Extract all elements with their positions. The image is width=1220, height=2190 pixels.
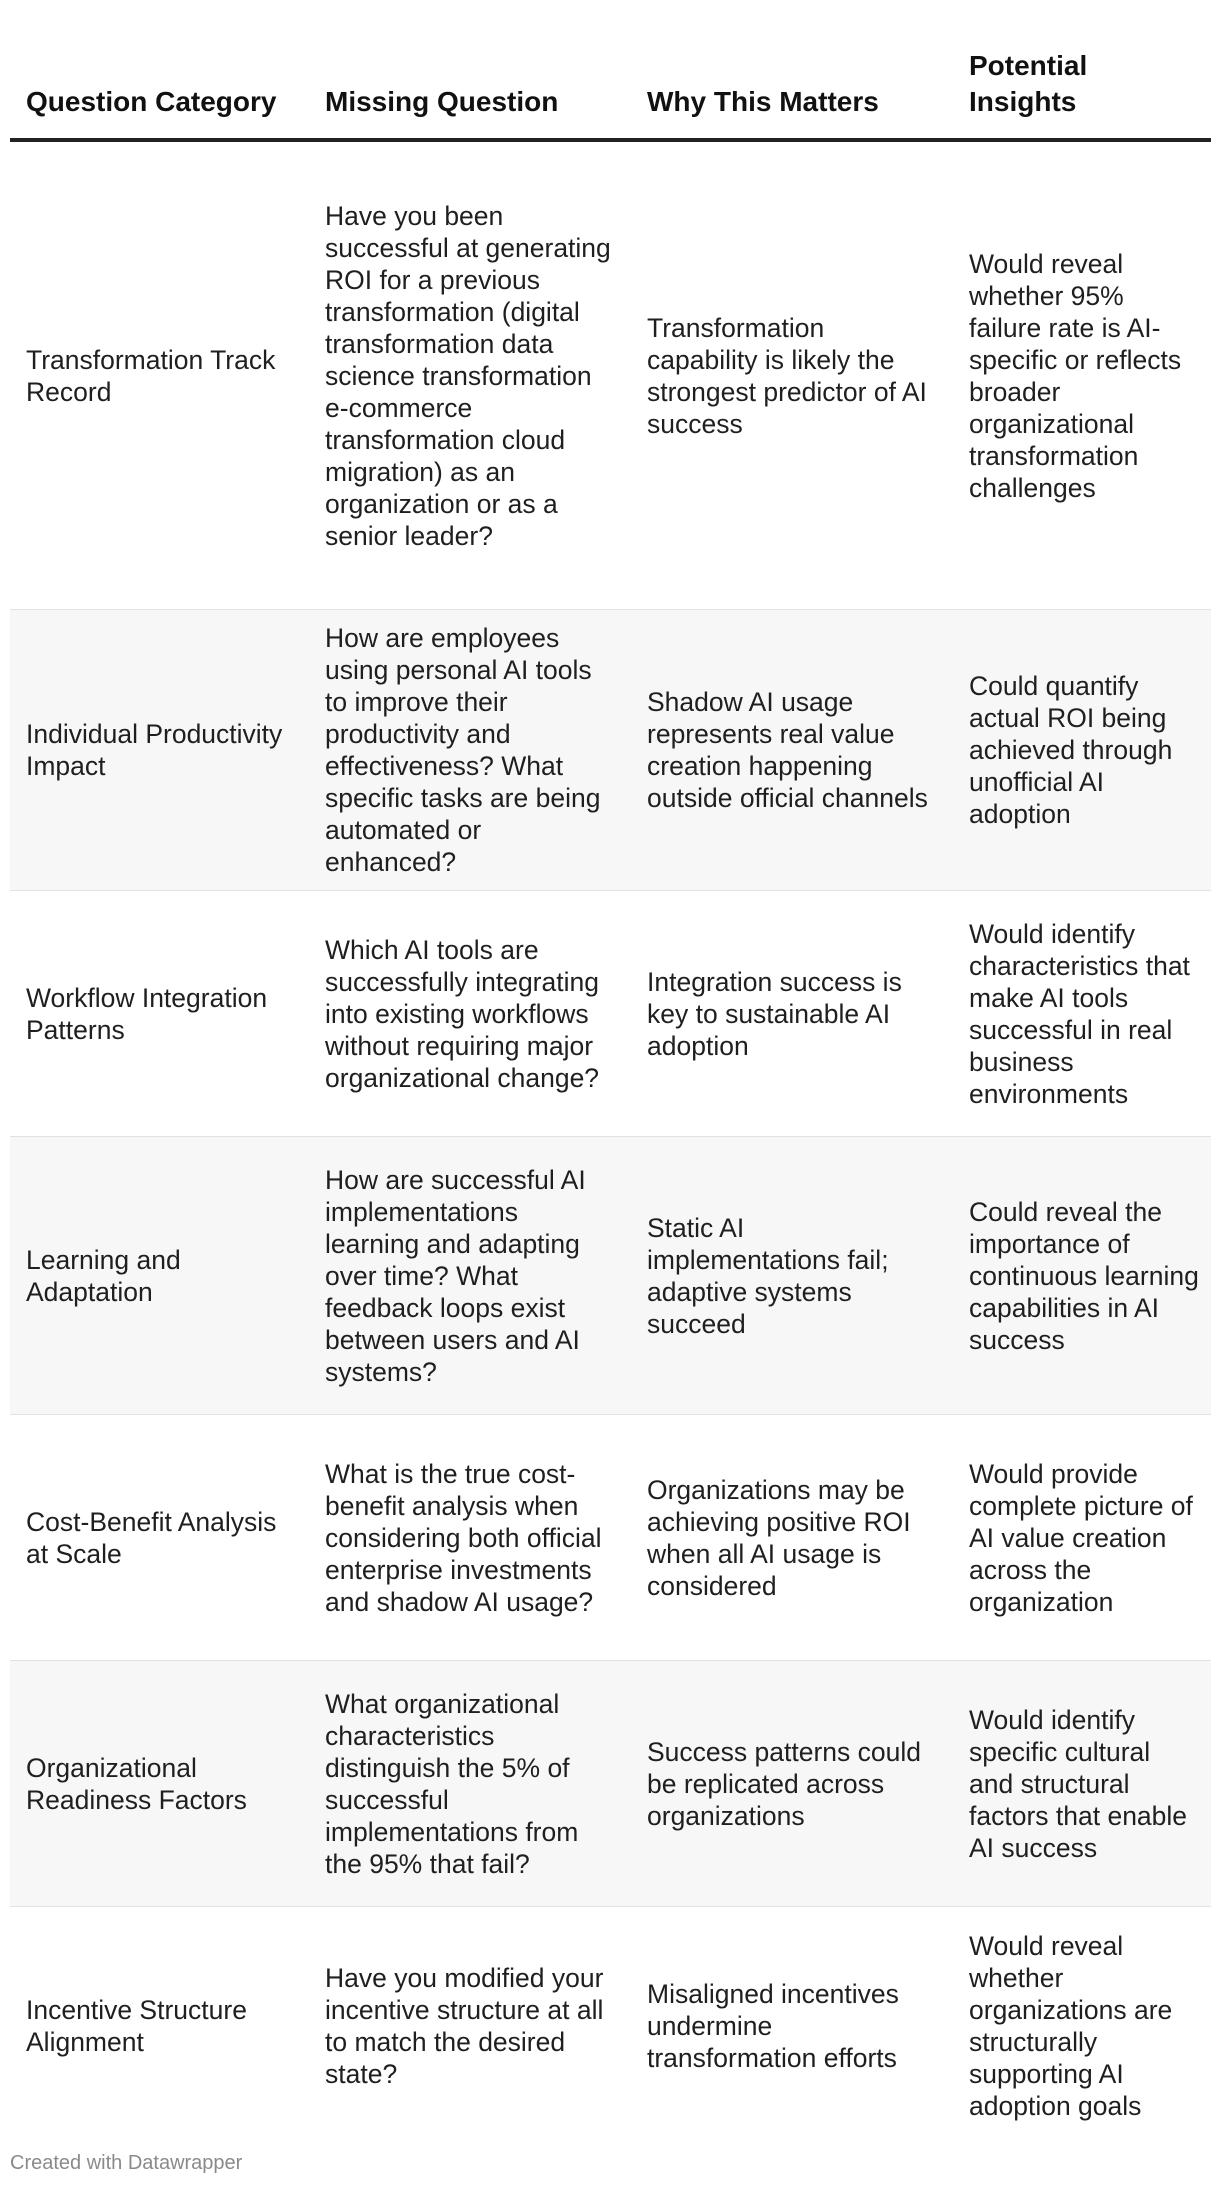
cell-why-this-matters: Misaligned incentives undermine transformation efforts xyxy=(647,1978,899,2073)
header-question-category: Question Category xyxy=(10,40,309,140)
cell-category: Transformation Track Record xyxy=(10,140,309,610)
cell-category: Organizational Readiness Factors xyxy=(10,1661,309,1907)
table-row xyxy=(10,1907,1211,2145)
cell-category: Individual Productivity Impact xyxy=(10,610,309,891)
cell-missing-question: What is the true cost-benefit analysis when considering both official enterprise investments and shadow AI usage? xyxy=(309,1415,631,1661)
cell-why-this-matters: Transformation capability is likely the strongest predictor of AI success xyxy=(631,140,953,610)
header-why-this-matters: Why This Matters xyxy=(631,40,953,140)
datawrapper-credit: Created with Datawrapper xyxy=(10,2152,243,2174)
table-row xyxy=(10,140,1211,610)
cell-category: Workflow Integration Patterns xyxy=(10,891,309,1137)
table-header xyxy=(10,40,1211,140)
cell-potential-insights: Would reveal whether organizations are structurally supporting AI adoption goals xyxy=(969,1930,1173,2121)
table-body xyxy=(10,140,1211,2144)
cell-missing-question: Which AI tools are successfully integrating into existing workflows without requiring major organizational change? xyxy=(309,891,631,1137)
questions-table-container xyxy=(10,40,1211,2144)
cell-category: Learning and Adaptation xyxy=(10,1137,309,1415)
cell-missing-question: Have you been successful at generating ROI for a previous transformation (digital transformation data science transformation e-commerce transformation cloud migration) as an organization or as a senior leader? xyxy=(309,140,631,610)
cell-why-this-matters: Integration success is key to sustainable AI adoption xyxy=(631,891,953,1137)
cell-potential-insights: Would provide complete picture of AI value creation across the organization xyxy=(953,1415,1211,1661)
header-missing-question: Missing Question xyxy=(309,40,631,140)
cell-potential-insights: Would identify characteristics that make AI tools successful in real business environments xyxy=(953,891,1211,1137)
cell-why-this-matters: Success patterns could be replicated across organizations xyxy=(631,1661,953,1907)
cell-why-this-matters: Shadow AI usage represents real value creation happening outside official channels xyxy=(631,610,953,891)
header-potential-insights: Potential Insights xyxy=(953,40,1211,140)
table-row xyxy=(10,1137,1211,1415)
table-row xyxy=(10,1661,1211,1907)
cell-category: Incentive Structure Alignment xyxy=(26,1994,247,2057)
table-row xyxy=(10,1415,1211,1661)
cell-why-this-matters: Static AI implementations fail; adaptive systems succeed xyxy=(631,1137,953,1415)
questions-table xyxy=(10,40,1211,2144)
cell-potential-insights: Could quantify actual ROI being achieved through unofficial AI adoption xyxy=(953,610,1211,891)
table-row xyxy=(10,610,1211,891)
cell-missing-question: How are successful AI implementations learning and adapting over time? What feedback loops exist between users and AI systems? xyxy=(309,1137,631,1415)
cell-missing-question: Have you modified your incentive structure at all to match the desired state? xyxy=(325,1962,604,2089)
cell-missing-question: What organizational characteristics distinguish the 5% of successful implementations from the 95% that fail? xyxy=(309,1661,631,1907)
cell-potential-insights: Would reveal whether 95% failure rate is AI-specific or reflects broader organizational transformation challenges xyxy=(953,140,1211,610)
cell-potential-insights: Would identify specific cultural and structural factors that enable AI success xyxy=(953,1661,1211,1907)
header-row xyxy=(10,40,1211,140)
cell-why-this-matters: Organizations may be achieving positive ROI when all AI usage is considered xyxy=(631,1415,953,1661)
cell-category: Cost-Benefit Analysis at Scale xyxy=(10,1415,309,1661)
cell-potential-insights: Could reveal the importance of continuous learning capabilities in AI success xyxy=(953,1137,1211,1415)
cell-missing-question: How are employees using personal AI tools to improve their productivity and effectiveness? What specific tasks are being automated or enhanced? xyxy=(309,610,631,891)
table-row xyxy=(10,891,1211,1137)
